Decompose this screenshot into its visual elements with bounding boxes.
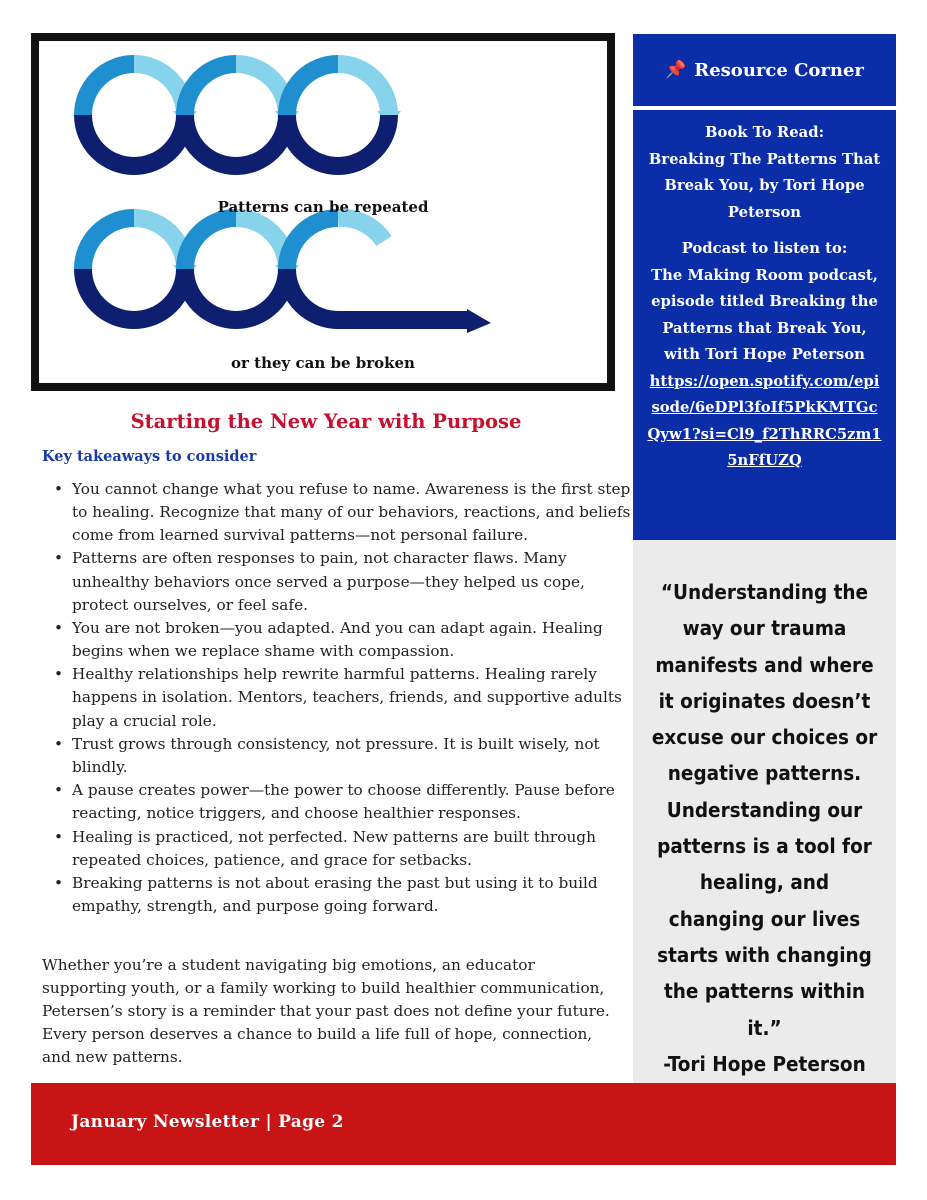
- resource-corner-header: [633, 34, 896, 106]
- podcast-label: Podcast to listen to:: [681, 240, 848, 257]
- quote-box: [633, 540, 896, 1083]
- broken-open-arrow: [287, 218, 491, 333]
- page-footer: [31, 1083, 896, 1165]
- closing-paragraph: Whether you’re a student navigating big emotions, an educator supporting youth, or a family working to build healthier communication, Petersen’s story is a reminder that your past does not define your future. Every person deserves a chance to build a life full of hope, connection, and new patterns.: [42, 956, 610, 1067]
- takeaway-item: • Breaking patterns is not about erasing the past but using it to build empathy, strength, and purpose going forward.: [72, 872, 638, 918]
- takeaway-item: • Patterns are often responses to pain, not character flaws. Many unhealthy behaviors once served a purpose—they helped us cope, protect ourselves, or feel safe.: [72, 547, 638, 616]
- book-title: Breaking The Patterns That Break You, by Tori Hope Peterson: [648, 150, 881, 221]
- footer-text: January Newsletter | Page 2: [71, 1112, 344, 1132]
- takeaways-list: [42, 478, 638, 918]
- podcast-link[interactable]: https://open.spotify.com/episode/6eDPl3foIf5PkKMTGcQyw1?si=Cl9_f2ThRRC5zm15nFfUZQ: [647, 372, 882, 469]
- resource-corner-body: [633, 110, 896, 540]
- resource-corner-title: Resource Corner: [694, 59, 864, 81]
- caption-broken: or they can be broken: [231, 354, 415, 372]
- takeaway-item: • A pause creates power—the power to choose differently. Pause before reacting, notice triggers, and choose healthier responses.: [72, 779, 638, 825]
- patterns-illustration: [31, 33, 615, 391]
- repeated-cycle-3: [287, 64, 401, 166]
- podcast-description: The Making Room podcast, episode titled Breaking the Patterns that Break You, with Tori Hope Peterson: [651, 266, 878, 363]
- takeaway-item: • Healing is practiced, not perfected. New patterns are built through repeated choices, patience, and grace for setbacks.: [72, 826, 638, 872]
- pushpin-icon: 📌: [665, 60, 687, 80]
- takeaway-item: • Trust grows through consistency, not pressure. It is built wisely, not blindly.: [72, 733, 638, 779]
- takeaway-item: • You are not broken—you adapted. And you can adapt again. Healing begins when we replace shame with compassion.: [72, 617, 638, 663]
- caption-repeated: Patterns can be repeated: [217, 198, 429, 216]
- quote-author: -Tori Hope Peterson: [663, 1051, 866, 1076]
- takeaway-item: • You cannot change what you refuse to name. Awareness is the first step to healing. Recognize that many of our behaviors, reactions, and beliefs come from learned survival patterns—not personal failure.: [72, 478, 638, 547]
- book-label: Book To Read:: [704, 124, 825, 141]
- article-title: Starting the New Year with Purpose: [130, 410, 522, 433]
- takeaway-item: • Healthy relationships help rewrite harmful patterns. Healing rarely happens in isolation. Mentors, teachers, friends, and supportive adults play a crucial role.: [72, 663, 638, 732]
- takeaways-subheading: Key takeaways to consider: [42, 448, 257, 465]
- quote-text: “Understanding the way our trauma manifests and where it originates doesn’t excuse our choices or negative patterns. Understanding our patterns is a tool for healing, and changing our lives starts with changing the patterns within it.”: [651, 580, 878, 1040]
